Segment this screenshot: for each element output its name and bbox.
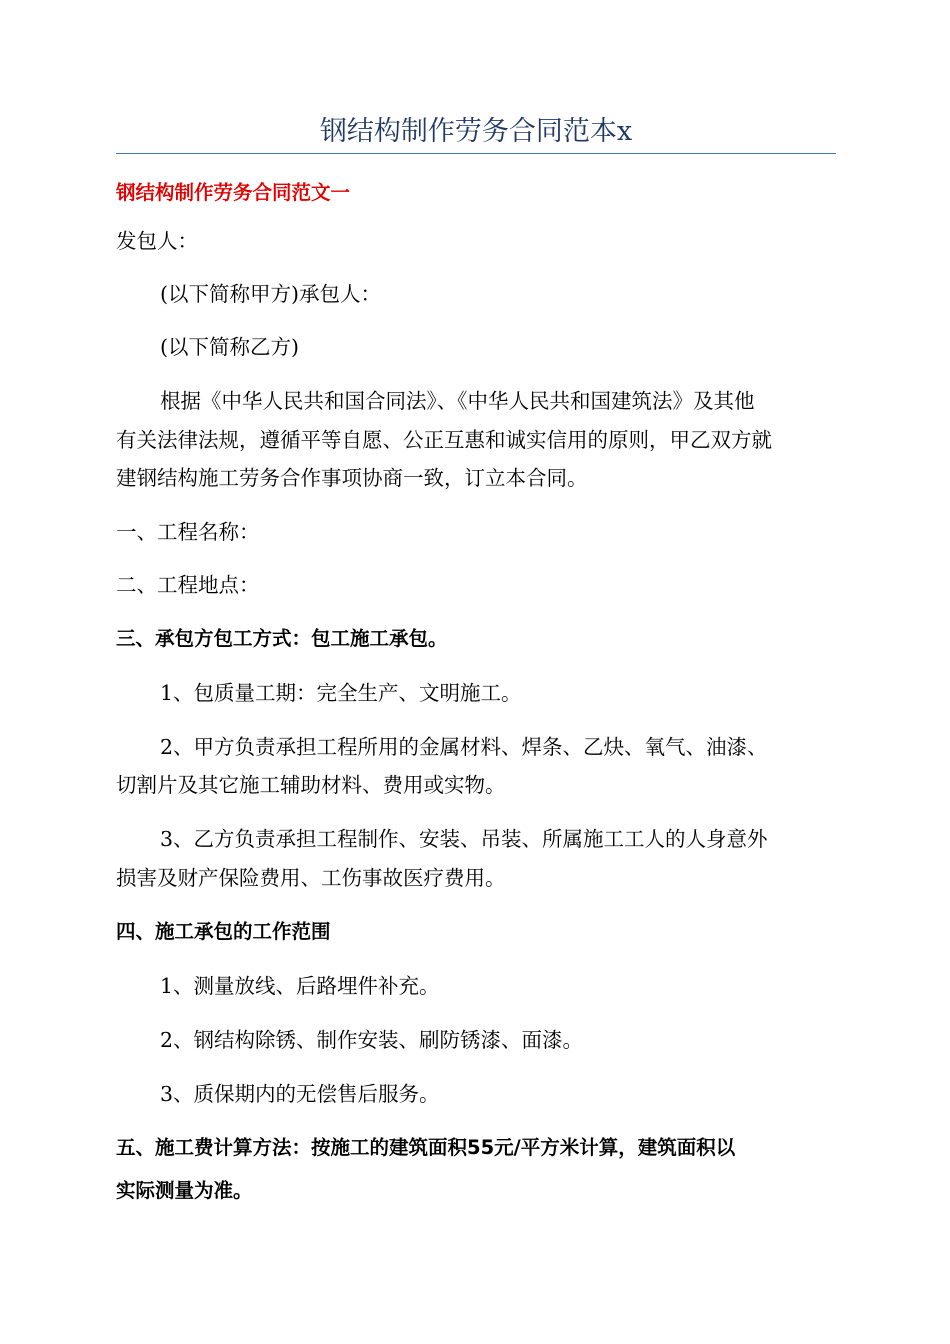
paragraph-line: 一、工程名称：: [116, 520, 260, 544]
paragraph-line: 根据《中华人民共和国合同法》、《中华人民共和国建筑法》及其他: [160, 389, 755, 413]
clause-heading: 四、施工承包的工作范围: [116, 920, 331, 943]
paragraph-line: 建钢结构施工劳务合作事项协商一致，订立本合同。: [116, 466, 588, 490]
paragraph-line: 1、测量放线、后路埋件补充。: [160, 974, 440, 998]
title-underline: [116, 153, 836, 154]
clause-heading: 五、施工费计算方法：按施工的建筑面积55元/平方米计算，建筑面积以: [116, 1136, 736, 1159]
section-title: 钢结构制作劳务合同范文一: [116, 181, 351, 204]
paragraph-line: 3、乙方负责承担工程制作、安装、吊装、所属施工工人的人身意外: [160, 827, 768, 851]
paragraph-line: 切割片及其它施工辅助材料、费用或实物。: [116, 773, 506, 797]
clause-heading: 实际测量为准。: [116, 1179, 253, 1202]
paragraph-line: 发包人：: [116, 229, 198, 253]
clause-heading: 三、承包方包工方式：包工施工承包。: [116, 627, 448, 650]
document-title: 钢结构制作劳务合同范本x: [319, 116, 633, 147]
paragraph-line: 有关法律法规，遵循平等自愿、公正互惠和诚实信用的原则，甲乙双方就: [116, 428, 772, 452]
paragraph-line: 2、钢结构除锈、制作安装、刷防锈漆、面漆。: [160, 1028, 584, 1052]
paragraph-line: 3、质保期内的无偿售后服务。: [160, 1082, 440, 1106]
document-page: [116, 0, 836, 1344]
paragraph-line: (以下简称甲方)承包人：: [160, 282, 381, 306]
paragraph-line: 2、甲方负责承担工程所用的金属材料、焊条、乙炔、氧气、油漆、: [160, 735, 768, 759]
paragraph-line: (以下简称乙方): [160, 335, 299, 359]
paragraph-line: 损害及财产保险费用、工伤事故医疗费用。: [116, 866, 506, 890]
paragraph-line: 二、工程地点：: [116, 573, 260, 597]
paragraph-line: 1、包质量工期：完全生产、文明施工。: [160, 681, 522, 705]
